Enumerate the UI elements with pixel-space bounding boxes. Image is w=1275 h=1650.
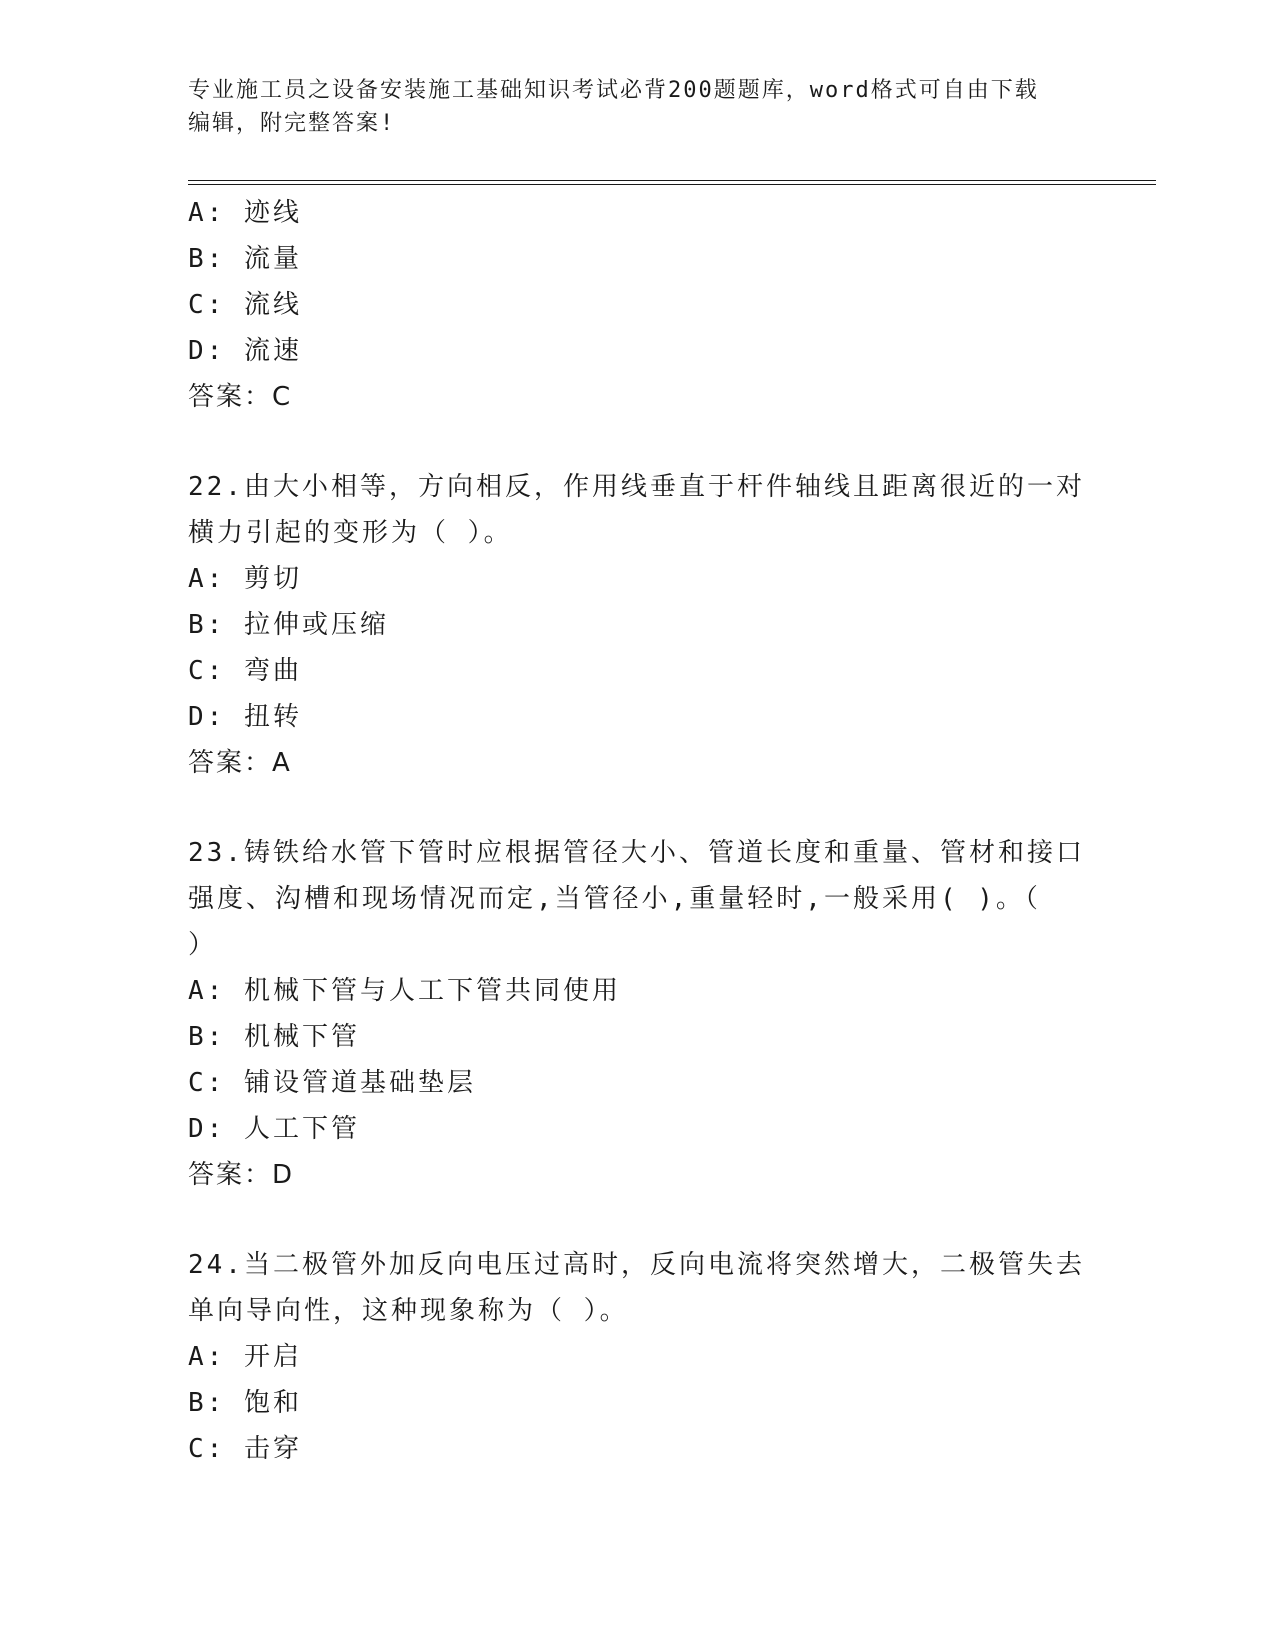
answer-line: 答案：D bbox=[188, 1160, 295, 1190]
option-a: A: 剪切 bbox=[188, 564, 302, 594]
question-text-line: 单向导向性，这种现象称为（ ）。 bbox=[188, 1296, 629, 1326]
option-c: C: 流线 bbox=[188, 290, 302, 320]
option-b: B: 机械下管 bbox=[188, 1022, 360, 1052]
question-text-line: 横力引起的变形为（ ）。 bbox=[188, 518, 513, 548]
option-b: B: 饱和 bbox=[188, 1388, 302, 1418]
option-c: C: 击穿 bbox=[188, 1434, 302, 1464]
header-line-2: 编辑，附完整答案! bbox=[188, 111, 396, 136]
answer-line: 答案：C bbox=[188, 382, 293, 412]
question-text-line: 22.由大小相等，方向相反，作用线垂直于杆件轴线且距离很近的一对 bbox=[188, 472, 1085, 502]
question-text-line: ） bbox=[188, 930, 218, 960]
question-text-line: 23.铸铁给水管下管时应根据管径大小、管道长度和重量、管材和接口 bbox=[188, 838, 1085, 868]
option-c: C: 弯曲 bbox=[188, 656, 302, 686]
header-divider-top bbox=[188, 180, 1156, 181]
option-d: D: 流速 bbox=[188, 336, 302, 366]
option-d: D: 扭转 bbox=[188, 702, 302, 732]
document-header bbox=[188, 74, 1068, 140]
question-text-line: 强度、沟槽和现场情况而定,当管径小,重量轻时,一般采用( )。（ bbox=[188, 884, 1041, 914]
option-b: B: 拉伸或压缩 bbox=[188, 610, 389, 640]
option-a: A: 机械下管与人工下管共同使用 bbox=[188, 976, 621, 1006]
header-divider-bottom bbox=[188, 184, 1156, 185]
option-d: D: 人工下管 bbox=[188, 1114, 360, 1144]
question-21 bbox=[188, 190, 1088, 420]
header-line-1: 专业施工员之设备安装施工基础知识考试必背200题题库，word格式可自由下载 bbox=[188, 78, 1039, 103]
option-c: C: 铺设管道基础垫层 bbox=[188, 1068, 476, 1098]
question-24 bbox=[188, 1242, 1088, 1472]
question-22 bbox=[188, 464, 1088, 786]
option-a: A: 开启 bbox=[188, 1342, 302, 1372]
option-b: B: 流量 bbox=[188, 244, 302, 274]
answer-line: 答案：A bbox=[188, 748, 292, 778]
question-list bbox=[188, 190, 1088, 1472]
question-23 bbox=[188, 830, 1088, 1198]
question-text-line: 24.当二极管外加反向电压过高时，反向电流将突然增大，二极管失去 bbox=[188, 1250, 1085, 1280]
option-a: A: 迹线 bbox=[188, 198, 302, 228]
